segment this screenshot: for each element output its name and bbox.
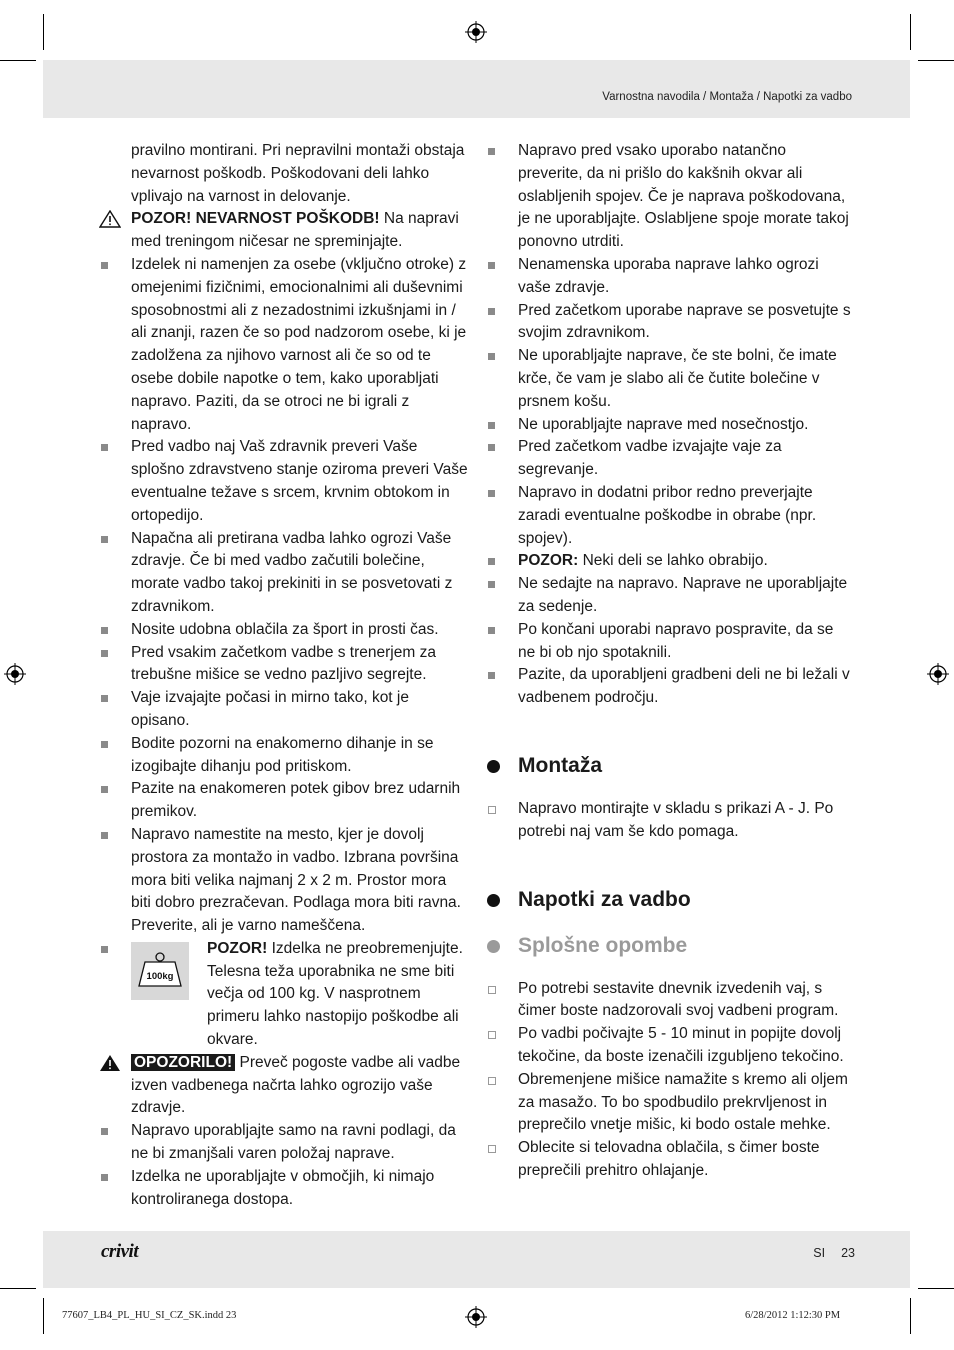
square-bullet-icon [101, 1128, 108, 1135]
bullet-dot-icon [487, 760, 500, 773]
list-item: Ne uporabljajte naprave med nosečnostjo. [518, 414, 854, 437]
square-bullet-icon [488, 353, 495, 360]
language-code: SI [813, 1246, 826, 1260]
list-item: Nenamenska uporaba naprave lahko ogrozi vaše zdravje. [518, 254, 854, 300]
bullet-dot-icon [487, 940, 500, 953]
warning-label: POZOR! NEVARNOST POŠKODB! [131, 210, 380, 228]
list-item: Napravo pred vsako uporabo natančno preverite, da ni prišlo do kakšnih okvar ali oslabljenih spojev. Če je naprava poškodovana, je ne uporabljajte. Oslabljene spoje morate takoj ponovno utrditi. [518, 140, 854, 254]
crop-mark [910, 1298, 911, 1334]
list-item: Pazite na enakomeren potek gibov brez udarnih premikov. [131, 778, 469, 824]
list-item: Ne uporabljajte naprave, če ste bolni, če imate krče, če vam je slabo ali če čutite bolečine v prsnem košu. [518, 345, 854, 413]
list-item: Nosite udobna oblačila za šport in prosti čas. [131, 619, 469, 642]
list-item: Po potrebi sestavite dnevnik izvedenih vaj, s čimer boste nadzorovali svoj vadbeni program. [518, 978, 854, 1024]
square-bullet-icon [488, 627, 495, 634]
square-bullet-icon [488, 148, 495, 155]
weight-warning [131, 938, 469, 1052]
list-item: Napravo in dodatni pribor redno preverjajte zaradi eventualne poškodbe in obrabe (npr. spojev). [518, 482, 854, 550]
list-item: Napačna ali pretirana vadba lahko ogrozi Vaše zdravje. Če bi med vadbo začutili bolečine, morate vadbo takoj prekiniti in se posvetovati z zdravnikom. [131, 528, 469, 619]
crop-mark [910, 14, 911, 50]
caution-text: Preveč pogoste vadbe ali vadbe izven vadbenega načrta lahko ogrozijo vaše zdravje. [131, 1053, 461, 1117]
square-bullet-icon [488, 558, 495, 565]
list-item: Po končani uporabi napravo pospravite, da se ne bi ob njo spotaknili. [518, 619, 854, 665]
slug-filename: 77607_LB4_PL_HU_SI_CZ_SK.indd 23 [62, 1310, 237, 1321]
section-heading-montaza: Montaža [518, 752, 854, 780]
hollow-square-bullet-icon [488, 806, 496, 814]
list-item: Bodite pozorni na enakomerno dihanje in se izogibajte dihanju pod pritiskom. [131, 733, 469, 779]
list-item: Pred začetkom vadbe izvajajte vaje za segrevanje. [518, 436, 854, 482]
crop-mark [43, 1298, 44, 1334]
registration-mark-icon [927, 663, 949, 685]
weight-warning-label: POZOR! [207, 939, 268, 957]
registration-mark-icon [4, 663, 26, 685]
left-column [131, 140, 469, 1211]
hollow-square-bullet-icon [488, 986, 496, 994]
breadcrumb: Varnostna navodila / Montaža / Napotki za vadbo [602, 91, 852, 103]
hollow-square-bullet-icon [488, 1145, 496, 1153]
square-bullet-icon [101, 786, 108, 793]
caution-label: OPOZORILO! [131, 1054, 235, 1071]
slug-date: 6/28/2012 1:12:30 PM [745, 1310, 841, 1321]
square-bullet-icon [101, 536, 108, 543]
square-bullet-icon [488, 308, 495, 315]
square-bullet-icon [488, 490, 495, 497]
crop-mark [918, 1288, 954, 1289]
crop-mark [0, 1288, 36, 1289]
square-bullet-icon [101, 444, 108, 451]
page-number-value: 23 [841, 1246, 855, 1260]
section-heading-napotki: Napotki za vadbo [518, 886, 854, 914]
warning-text: Na napravi med treningom ničesar ne spreminjajte. [131, 210, 459, 251]
list-item: Ne sedajte na napravo. Naprave ne uporabljajte za sedenje. [518, 573, 854, 619]
square-bullet-icon [101, 262, 108, 269]
bullet-dot-icon [487, 894, 500, 907]
weight-warning-text: Izdelka ne preobremenjujte. Telesna teža uporabnika ne sme biti večja od 100 kg. V nasprotnem primeru lahko nastopijo poškodbe ali okvare. [207, 939, 463, 1049]
list-item: Pazite, da uporabljeni gradbeni deli ne bi ležali v vadbenem področju. [518, 664, 854, 710]
page-number [797, 1246, 855, 1260]
square-bullet-icon [101, 1174, 108, 1181]
list-item: Obremenjene mišice namažite s kremo ali oljem za masažo. To bo spodbudilo prekrvljenost in preprečilo vnetje mišic, ki bodo ostale mehke. [518, 1069, 854, 1137]
hollow-square-bullet-icon [488, 1031, 496, 1039]
square-bullet-icon [101, 650, 108, 657]
page-header [43, 60, 910, 118]
square-bullet-icon [101, 946, 108, 953]
list-item: Napravo montirajte v skladu s prikazi A - J. Po potrebi naj vam še kdo pomaga. [518, 798, 854, 844]
brand-logo: crivit [101, 1241, 139, 1262]
warning-triangle-icon [99, 210, 121, 228]
subsection-heading-splosne: Splošne opombe [518, 932, 854, 960]
square-bullet-icon [488, 444, 495, 451]
intro-paragraph: pravilno montirani. Pri nepravilni montaži obstaja nevarnost poškodb. Poškodovani deli lahko vplivajo na varnost in delovanje. [131, 142, 465, 205]
crop-mark [918, 60, 954, 61]
square-bullet-icon [488, 262, 495, 269]
page-footer [43, 1231, 910, 1288]
list-item: Po vadbi počivajte 5 - 10 minut in popijte dovolj tekočine, da boste izenačili izgubljeno tekočino. [518, 1023, 854, 1069]
list-item: Napravo namestite na mesto, kjer je dovolj prostora za montažo in vadbo. Izbrana površina mora biti velika najmanj 2 x 2 m. Prostor mora biti dobro prezračevan. Podlaga mora biti ravna. Preverite, ali je varno nameščena. [131, 824, 469, 938]
crop-mark [43, 14, 44, 50]
hollow-square-bullet-icon [488, 1077, 496, 1085]
registration-mark-icon [465, 21, 487, 43]
right-column [518, 140, 854, 1183]
crop-mark [0, 60, 36, 61]
list-item: Pred vadbo naj Vaš zdravnik preveri Vaše splošno zdravstveno stanje oziroma preveri Vaše eventualne težave s srcem, krvnim obtokom in ortopedijo. [131, 436, 469, 527]
warning-caution [131, 1052, 469, 1120]
registration-mark-icon [465, 1306, 487, 1328]
list-item: Vaje izvajajte počasi in mirno tako, kot je opisano. [131, 687, 469, 733]
square-bullet-icon [488, 581, 495, 588]
svg-text:100kg: 100kg [146, 970, 174, 982]
weight-limit-icon [131, 942, 189, 1000]
list-item: Oblecite si telovadna oblačila, s čimer boste preprečili prehitro ohlajanje. [518, 1137, 854, 1183]
pozor-label: POZOR: [518, 552, 579, 570]
square-bullet-icon [101, 741, 108, 748]
list-item: Izdelek ni namenjen za osebe (vključno otroke) z omejenimi fizičnimi, emocionalnimi ali duševnimi sposobnostmi ali z nezadostnimi izkušnjami in / ali znanji, razen če so pod nadzorom osebe, ki je zadolžena za njihovo varnost ali če so od te osebe dobile napotke o tem, kako uporabljati napravo. Paziti, da se otroci ne bi igrali z napravo. [131, 254, 469, 436]
square-bullet-icon [488, 422, 495, 429]
list-item: Izdelka ne uporabljajte v območjih, ki nimajo kontroliranega dostopa. [131, 1166, 469, 1212]
square-bullet-icon [101, 627, 108, 634]
warning-filled-triangle-icon [99, 1054, 121, 1072]
list-item: Napravo uporabljajte samo na ravni podlagi, da ne bi zmanjšali varen položaj naprave. [131, 1120, 469, 1166]
square-bullet-icon [488, 672, 495, 679]
warning-injury [131, 208, 469, 254]
list-item: Pred vsakim začetkom vadbe s trenerjem za trebušne mišice se vedno pazljivo segrejte. [131, 642, 469, 688]
list-item: Pred začetkom uporabe naprave se posvetujte s svojim zdravnikom. [518, 300, 854, 346]
square-bullet-icon [101, 695, 108, 702]
list-item: POZOR: Neki deli se lahko obrabijo. [518, 550, 854, 573]
square-bullet-icon [101, 832, 108, 839]
